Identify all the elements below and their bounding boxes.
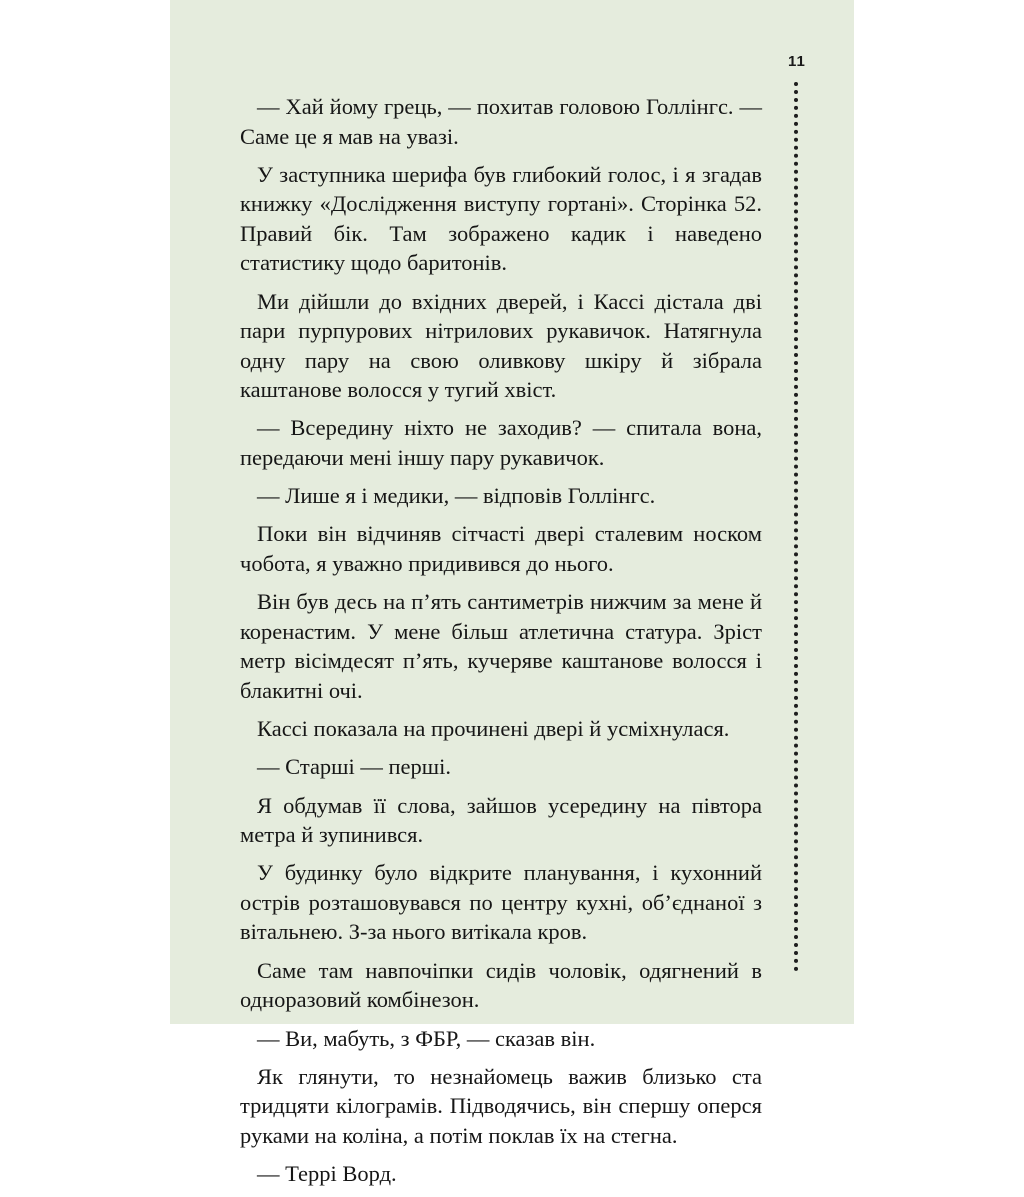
paragraph: Саме там навпочіпки сидів чоловік, одягнений в одноразовий комбінезон. bbox=[240, 957, 762, 1013]
paragraph: — Старші — перші. bbox=[257, 754, 451, 780]
paragraph: Поки він відчиняв сітчасті двері сталевим носком чобота, я уважно придивився до нього. bbox=[240, 521, 762, 576]
paragraph: У будинку було відкрите планування, і кухонний острів розташовувався по центру кухні, об’єднаної з вітальнею. З-за нього витікала кров. bbox=[240, 860, 762, 945]
paragraph: — Ви, мабуть, з ФБР, — сказав він. bbox=[257, 1025, 596, 1051]
paragraph: Кассі показала на прочинені двері й усміхнулася. bbox=[257, 716, 730, 742]
paragraph: — Лише я і медики, — відповів Голлінгс. bbox=[257, 483, 656, 509]
book-page bbox=[170, 0, 854, 1187]
paragraph: У заступника шерифа був глибокий голос, і я згадав книжку «Дослідження виступу гортані». Сторінка 52. Правий бік. Там зображено кадик і наведено статистику щодо баритонів. bbox=[240, 161, 762, 276]
paragraph: — Всередину ніхто не заходив? — спитала вона, передаючи мені іншу пару рукавичок. bbox=[240, 415, 762, 470]
dotted-margin-rule bbox=[794, 82, 798, 972]
paragraph: Як глянути, то незнайомець важив близько ста тридцяти кілограмів. Підводячись, він спершу оперся руками на коліна, а потім поклав їх на стегна. bbox=[240, 1063, 762, 1148]
paragraph: Він був десь на п’ять сантиметрів нижчим за мене й коренастим. У мене більш атлетична статура. Зріст метр вісімдесят п’ять, кучеряве каштанове волосся і блакитні очі. bbox=[240, 589, 762, 703]
paragraph: — Террі Ворд. bbox=[257, 1161, 397, 1187]
paragraph: Ми дійшли до вхідних дверей, і Кассі дістала дві пари пурпурових нітрилових рукавичок. Натягнула одну пару на свою оливкову шкіру й зібрала каштанове волосся у тугий хвіст. bbox=[240, 288, 762, 403]
paragraph: Я обдумав її слова, зайшов усередину на півтора метра й зупинився. bbox=[240, 792, 762, 848]
page-number: 11 bbox=[788, 53, 806, 70]
body-text bbox=[240, 92, 762, 1197]
paragraph: — Хай йому грець, — похитав головою Голлінгс. — Саме це я мав на увазі. bbox=[240, 94, 762, 149]
